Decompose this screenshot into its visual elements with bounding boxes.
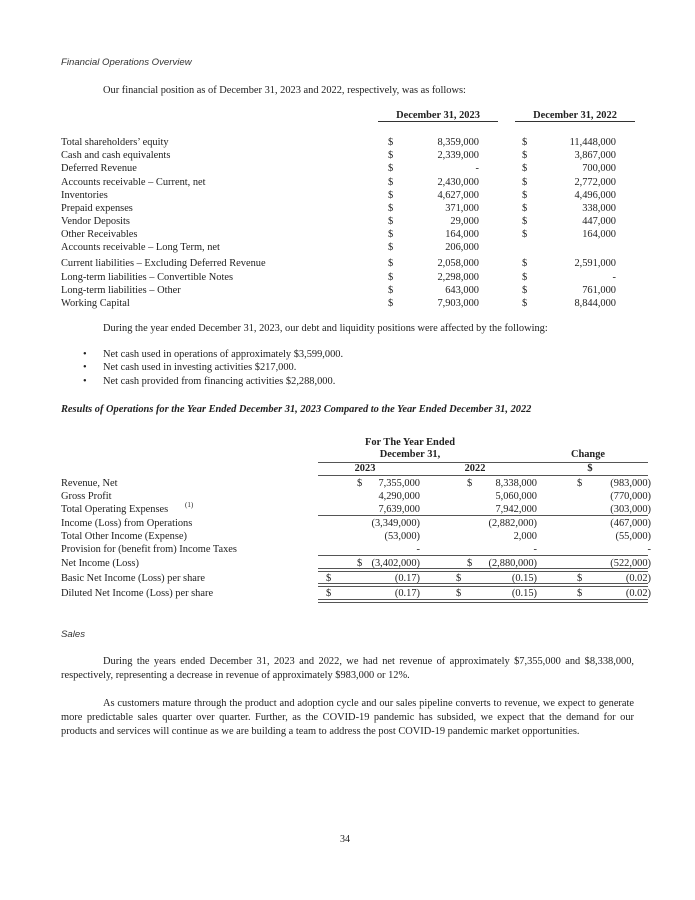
sales-paragraph-1: During the years ended December 31, 2023 and 2022, we had net revenue of approximately $7,355,000 and $8,338,000, respectively, representing a decrease in revenue of approximately $983,000 or 12%. bbox=[61, 656, 634, 681]
value-2023: 643,000 bbox=[445, 285, 479, 296]
row-label: Revenue, Net bbox=[61, 478, 118, 489]
currency-symbol: $ bbox=[388, 242, 394, 253]
subtotal-rule-1 bbox=[318, 515, 648, 516]
row-label: Total shareholders’ equity bbox=[61, 137, 169, 148]
table-row bbox=[61, 477, 651, 490]
value-2023: (3,402,000) bbox=[371, 558, 420, 569]
table-row bbox=[61, 257, 641, 270]
row-label: Current liabilities – Excluding Deferred Revenue bbox=[61, 258, 266, 269]
currency-symbol: $ bbox=[388, 177, 394, 188]
subtotal-rule-2 bbox=[318, 555, 648, 556]
bullet-icon: • bbox=[83, 376, 87, 387]
currency-symbol: $ bbox=[388, 298, 394, 309]
section-title-results: Results of Operations for the Year Ended December 31, 2023 Compared to the Year Ended December 31, 2022 bbox=[61, 404, 532, 415]
value-2022: 761,000 bbox=[582, 285, 616, 296]
currency-symbol: $ bbox=[522, 272, 528, 283]
currency-symbol: $ bbox=[467, 558, 473, 569]
value-2023: 206,000 bbox=[445, 242, 479, 253]
value-change: (522,000) bbox=[610, 558, 651, 569]
value-2023: 7,355,000 bbox=[378, 478, 420, 489]
value-2022: (2,880,000) bbox=[488, 558, 537, 569]
results-col-2022: 2022 bbox=[464, 463, 486, 474]
results-col-change: $ bbox=[587, 463, 593, 474]
row-label: Working Capital bbox=[61, 298, 130, 309]
value-2022: 700,000 bbox=[582, 163, 616, 174]
row-label: Other Receivables bbox=[61, 229, 138, 240]
row-label: Income (Loss) from Operations bbox=[61, 518, 193, 529]
value-2023: 4,627,000 bbox=[437, 190, 479, 201]
currency-symbol: $ bbox=[522, 258, 528, 269]
total-double-rule-3 bbox=[318, 599, 648, 603]
value-2023: 2,058,000 bbox=[437, 258, 479, 269]
value-2022: 2,591,000 bbox=[574, 258, 616, 269]
currency-symbol: $ bbox=[522, 229, 528, 240]
results-col-2023: 2023 bbox=[354, 463, 376, 474]
currency-symbol: $ bbox=[522, 216, 528, 227]
value-2023: 2,339,000 bbox=[437, 150, 479, 161]
value-2023: - bbox=[475, 163, 479, 174]
col-header-2022: December 31, 2022 bbox=[515, 110, 635, 122]
row-label: Accounts receivable – Current, net bbox=[61, 177, 206, 188]
row-label: Vendor Deposits bbox=[61, 216, 130, 227]
value-2023: 8,359,000 bbox=[437, 137, 479, 148]
value-2023: 7,903,000 bbox=[437, 298, 479, 309]
currency-symbol: $ bbox=[522, 298, 528, 309]
value-change: (0.02) bbox=[625, 588, 651, 599]
value-2022: (2,882,000) bbox=[488, 518, 537, 529]
table-row bbox=[61, 202, 641, 215]
table-row bbox=[61, 215, 641, 228]
currency-symbol: $ bbox=[577, 478, 583, 489]
row-label: Total Other Income (Expense) bbox=[61, 531, 187, 542]
value-2022: 7,942,000 bbox=[495, 504, 537, 515]
value-2023: (53,000) bbox=[384, 531, 420, 542]
row-label: Total Operating Expenses bbox=[61, 504, 169, 515]
value-2022: 8,338,000 bbox=[495, 478, 537, 489]
page-number: 34 bbox=[340, 834, 350, 845]
currency-symbol: $ bbox=[388, 150, 394, 161]
currency-symbol: $ bbox=[467, 478, 473, 489]
table-row bbox=[61, 241, 641, 254]
table-row bbox=[61, 490, 651, 503]
currency-symbol: $ bbox=[388, 163, 394, 174]
currency-symbol: $ bbox=[522, 137, 528, 148]
table-row bbox=[61, 228, 641, 241]
currency-symbol: $ bbox=[357, 558, 363, 569]
value-2022: 164,000 bbox=[582, 229, 616, 240]
value-change: (303,000) bbox=[610, 504, 651, 515]
currency-symbol: $ bbox=[522, 150, 528, 161]
value-change: (467,000) bbox=[610, 518, 651, 529]
value-2022: 5,060,000 bbox=[495, 491, 537, 502]
row-label: Prepaid expenses bbox=[61, 203, 133, 214]
currency-symbol: $ bbox=[388, 285, 394, 296]
overview-intro: Our financial position as of December 31, 2023 and 2022, respectively, was as follows: bbox=[103, 85, 466, 96]
value-2023: 7,639,000 bbox=[378, 504, 420, 515]
value-2022: - bbox=[612, 272, 616, 283]
footnote-marker: (1) bbox=[185, 501, 194, 509]
value-2022: 2,772,000 bbox=[574, 177, 616, 188]
currency-symbol: $ bbox=[577, 588, 583, 599]
row-label: Long-term liabilities – Other bbox=[61, 285, 181, 296]
value-2023: 2,430,000 bbox=[437, 177, 479, 188]
value-change: (770,000) bbox=[610, 491, 651, 502]
value-change: (0.02) bbox=[625, 573, 651, 584]
currency-symbol: $ bbox=[522, 203, 528, 214]
table-row bbox=[61, 189, 641, 202]
currency-symbol: $ bbox=[388, 258, 394, 269]
currency-symbol: $ bbox=[456, 588, 462, 599]
bullet-icon: • bbox=[83, 349, 87, 360]
value-2022: 8,844,000 bbox=[574, 298, 616, 309]
list-item: Net cash used in operations of approximately $3,599,000. bbox=[103, 349, 344, 360]
value-change: (55,000) bbox=[615, 531, 651, 542]
table-row bbox=[61, 284, 641, 297]
row-label: Accounts receivable – Long Term, net bbox=[61, 242, 220, 253]
row-label: Long-term liabilities – Convertible Notes bbox=[61, 272, 233, 283]
value-2023: 29,000 bbox=[450, 216, 479, 227]
value-2023: (0.17) bbox=[394, 588, 420, 599]
total-double-rule-1 bbox=[318, 568, 648, 572]
row-label: Provision for (benefit from) Income Taxes bbox=[61, 544, 237, 555]
currency-symbol: $ bbox=[357, 478, 363, 489]
col-header-2023: December 31, 2023 bbox=[378, 110, 498, 122]
section-title-sales: Sales bbox=[61, 629, 85, 640]
value-2022: (0.15) bbox=[511, 573, 537, 584]
value-2023: (0.17) bbox=[394, 573, 420, 584]
section-title-financial-overview: Financial Operations Overview bbox=[61, 57, 192, 68]
row-label: Basic Net Income (Loss) per share bbox=[61, 573, 205, 584]
value-2022: - bbox=[533, 544, 537, 555]
currency-symbol: $ bbox=[388, 203, 394, 214]
value-change: (983,000) bbox=[610, 478, 651, 489]
row-label: Net Income (Loss) bbox=[61, 558, 139, 569]
value-2022: 447,000 bbox=[582, 216, 616, 227]
row-label: Gross Profit bbox=[61, 491, 112, 502]
currency-symbol: $ bbox=[456, 573, 462, 584]
currency-symbol: $ bbox=[388, 272, 394, 283]
value-2022: 4,496,000 bbox=[574, 190, 616, 201]
total-double-rule-2 bbox=[318, 583, 648, 587]
value-2022: 2,000 bbox=[513, 531, 537, 542]
table-row bbox=[61, 517, 651, 530]
liquidity-intro: During the year ended December 31, 2023, our debt and liquidity positions were affected by the following: bbox=[103, 323, 548, 334]
list-item: Net cash provided from financing activities $2,288,000. bbox=[103, 376, 336, 387]
currency-symbol: $ bbox=[388, 137, 394, 148]
value-2023: 4,290,000 bbox=[378, 491, 420, 502]
table-row bbox=[61, 162, 641, 175]
currency-symbol: $ bbox=[388, 216, 394, 227]
bullet-icon: • bbox=[83, 362, 87, 373]
value-2023: 164,000 bbox=[445, 229, 479, 240]
currency-symbol: $ bbox=[388, 190, 394, 201]
table-row bbox=[61, 176, 641, 189]
currency-symbol: $ bbox=[577, 573, 583, 584]
row-label: Deferred Revenue bbox=[61, 163, 137, 174]
value-2023: 371,000 bbox=[445, 203, 479, 214]
table-row bbox=[61, 530, 651, 543]
value-2022: (0.15) bbox=[511, 588, 537, 599]
table-row bbox=[61, 149, 641, 162]
currency-symbol: $ bbox=[522, 177, 528, 188]
table-row bbox=[61, 271, 641, 284]
table-row bbox=[61, 297, 641, 310]
table-row bbox=[61, 136, 641, 149]
currency-symbol: $ bbox=[522, 190, 528, 201]
currency-symbol: $ bbox=[388, 229, 394, 240]
results-header-change: Change bbox=[570, 449, 606, 460]
currency-symbol: $ bbox=[326, 573, 332, 584]
value-2022: 338,000 bbox=[582, 203, 616, 214]
value-2023: 2,298,000 bbox=[437, 272, 479, 283]
sales-paragraph-2: As customers mature through the product and adoption cycle and our sales pipeline converts to revenue, we expect to generate more predictable sales quarter over quarter. Further, as the COVID-19 pandemic has subsided, we expect that the demand for our products and services will continue as we are building a team to address the post COVID-19 pandemic market opportunities. bbox=[61, 698, 634, 737]
value-change: - bbox=[647, 544, 651, 555]
row-label: Cash and cash equivalents bbox=[61, 150, 171, 161]
value-2022: 3,867,000 bbox=[574, 150, 616, 161]
value-2023: (3,349,000) bbox=[371, 518, 420, 529]
list-item: Net cash used in investing activities $217,000. bbox=[103, 362, 297, 373]
row-label: Inventories bbox=[61, 190, 108, 201]
row-label: Diluted Net Income (Loss) per share bbox=[61, 588, 214, 599]
results-header-line2: December 31, bbox=[379, 449, 441, 460]
results-header-line1: For The Year Ended bbox=[365, 437, 455, 448]
currency-symbol: $ bbox=[522, 285, 528, 296]
value-2022: 11,448,000 bbox=[569, 137, 616, 148]
subheader-rule bbox=[318, 475, 648, 476]
value-2023: - bbox=[416, 544, 420, 555]
currency-symbol: $ bbox=[326, 588, 332, 599]
currency-symbol: $ bbox=[522, 163, 528, 174]
